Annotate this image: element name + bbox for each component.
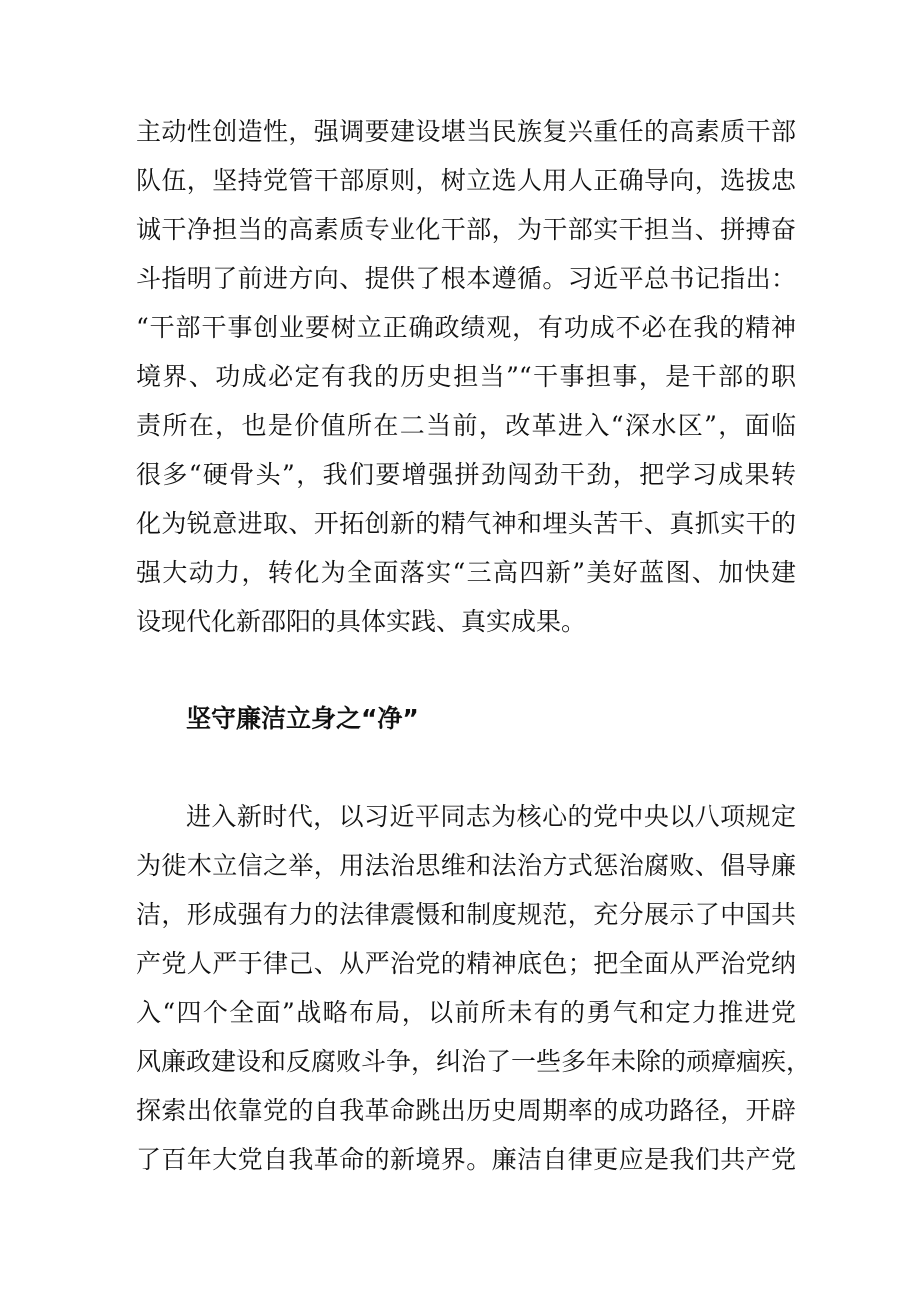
paragraph-line: 产党人严于律己、从严治党的精神底色；把全面从严治党纳: [136, 949, 796, 978]
section-heading: 坚守廉洁立身之“净”: [186, 704, 419, 733]
paragraph-line: 化为锐意进取、开拓创新的精气神和埋头苦干、真抓实干的: [136, 509, 796, 538]
paragraph-line: 主动性创造性，强调要建设堪当民族复兴重任的高素质干部: [136, 117, 796, 146]
paragraph-line: 风廉政建设和反腐败斗争，纠治了一些多年未除的顽瘴痼疾，: [136, 1047, 812, 1076]
paragraph-line: 探索出依靠党的自我革命跳出历史周期率的成功路径，开辟: [136, 1096, 796, 1125]
paragraph-line: 责所在，也是价值所在二当前，改革进入“深水区”，面临: [136, 411, 796, 440]
paragraph-line: 入“四个全面”战略布局，以前所未有的勇气和定力推进党: [136, 998, 796, 1027]
paragraph-line: 强大动力，转化为全面落实“三高四新”美好蓝图、加快建: [136, 558, 796, 587]
paragraph-line: 很多“硬骨头”，我们要增强拼劲闯劲干劲，把学习成果转: [136, 460, 796, 489]
paragraph-line: 斗指明了前进方向、提供了根本遵循。习近平总书记指出：: [136, 264, 796, 293]
paragraph-line: 队伍，坚持党管干部原则，树立选人用人正确导向，选拔忠: [136, 166, 796, 195]
paragraph-line: 进入新时代，以习近平同志为核心的党中央以八项规定: [186, 802, 796, 831]
paragraph-line: 了百年大党自我革命的新境界。廉洁自律更应是我们共产党: [136, 1145, 796, 1174]
paragraph-line: “干部干事创业要树立正确政绩观，有功成不必在我的精神: [136, 313, 796, 342]
paragraph-line: 洁，形成强有力的法律震慑和制度规范，充分展示了中国共: [136, 900, 796, 929]
paragraph-line: 境界、功成必定有我的历史担当”“干事担事，是干部的职: [136, 362, 796, 391]
paragraph-line: 诚干净担当的高素质专业化干部，为干部实干担当、拼搏奋: [136, 215, 796, 244]
paragraph-line: 设现代化新邵阳的具体实践、真实成果。: [136, 607, 587, 636]
paragraph-line: 为徙木立信之举，用法治思维和法治方式惩治腐败、倡导廉: [136, 851, 796, 880]
